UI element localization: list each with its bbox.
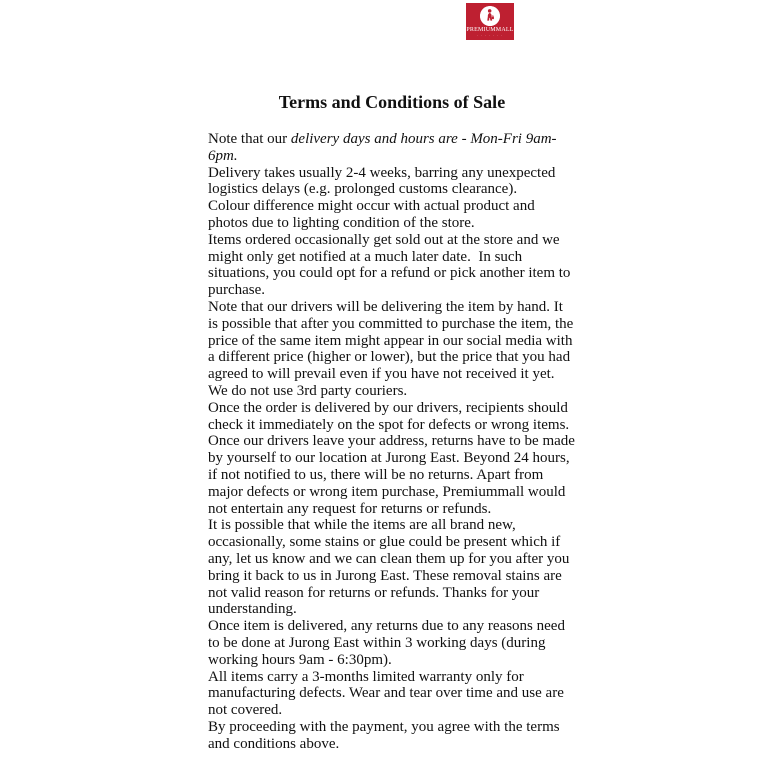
paragraph: Delivery takes usually 2-4 weeks, barring any unexpected logistics delays (e.g. prolonged customs clearance). [208, 164, 560, 198]
paragraph: Once the order is delivered by our drivers, recipients should check it immediately on the spot for defects or wrong items. [208, 399, 572, 433]
paragraph: Once item is delivered, any returns due to any reasons need to be done at Jurong East within 3 working days (during working hours 9am - 6:30pm). [208, 618, 569, 668]
premiummall-logo [466, 3, 514, 40]
paragraph: Once our drivers leave your address, returns have to be made by yourself to our location at Jurong East. Beyond 24 hours, if not notified to us, there will be no returns. Apart from major defects or wrong item purchase, Premiummall would not entertain any request for returns or refunds. [208, 433, 579, 517]
logo-tagline: · · · · · · · [476, 34, 504, 38]
paragraph: Note that our drivers will be delivering the item by hand. It is possible that after you committed to purchase the item, the price of the same item might appear in our social media with a different price (higher or lower), but the price that you had agreed to will prevail even if you have not received it yet. We do not use 3rd party couriers. [208, 298, 578, 399]
paragraph-delivery-hours [208, 131, 576, 165]
paragraph-delivery-hours-italic: delivery days and hours are - Mon-Fri 9am-6pm. [208, 131, 557, 164]
page-title: Terms and Conditions of Sale [278, 92, 506, 112]
paragraph: Colour difference might occur with actual product and photos due to lighting condition of the store. [208, 198, 539, 231]
logo-figure-icon [480, 6, 500, 26]
terms-body [208, 131, 579, 752]
paragraph-delivery-hours-prefix: Note that our [208, 131, 291, 147]
paragraph: It is possible that while the items are all brand new, occasionally, some stains or glue could be present which if any, let us know and we can clean them up for you after you bring it back to us in Jurong East. These removal stains are not valid reason for returns or refunds. Thanks for your understanding. [208, 517, 574, 618]
paragraph: Items ordered occasionally get sold out at the store and we might only get notified at a much later date. In such situations, you could opt for a refund or pick another item to purchase. [208, 231, 575, 299]
paragraph: All items carry a 3-months limited warranty only for manufacturing defects. Wear and tear over time and use are not covered. [208, 668, 568, 719]
paragraph: By proceeding with the payment, you agree with the terms and conditions above. [208, 718, 564, 752]
logo-brand-text: PREMIUMMALL [466, 27, 514, 33]
